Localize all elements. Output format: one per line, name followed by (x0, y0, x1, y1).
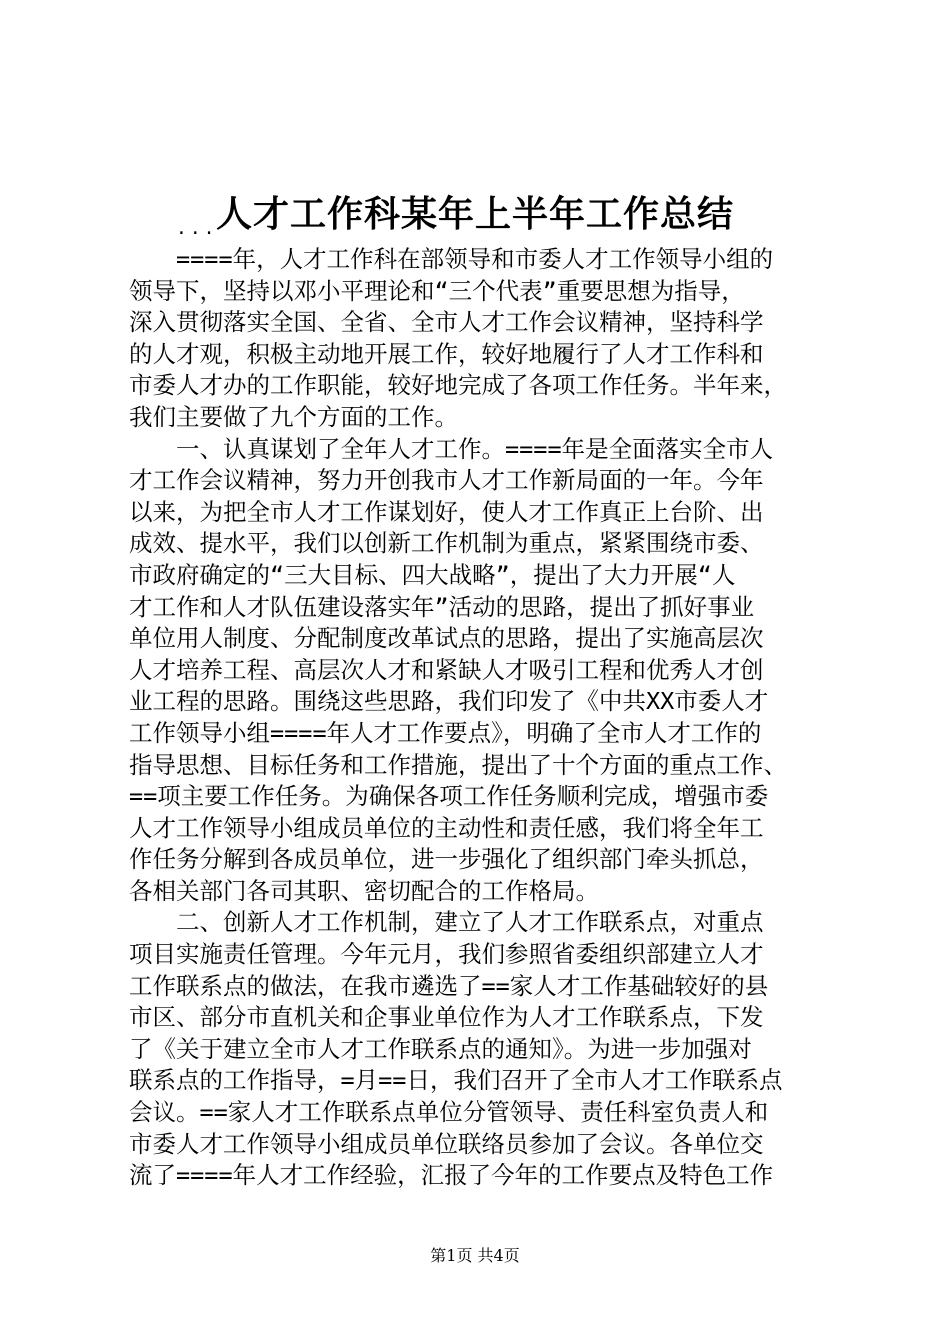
body-line: 市政府确定的“三大目标、四大战略”，提出了大力开展“人 (129, 560, 736, 589)
body-line: ====年，人才工作科在部领导和市委人才工作领导小组的 (129, 245, 774, 273)
body-line: 深入贯彻落实全国、全省、全市人才工作会议精神，坚持科学 (129, 308, 764, 337)
body-line: 作任务分解到各成员单位，进一步强化了组织部门牵头抓总， (129, 845, 764, 874)
body-line: 市委人才工作领导小组成员单位联络员参加了会议。各单位交 (129, 1129, 764, 1158)
body-line: 以来，为把全市人才工作谋划好，使人才工作真正上台阶、出 (129, 497, 764, 526)
body-line: 工作联系点的做法，在我市遴选了==家人才工作基础较好的县 (129, 971, 769, 1000)
body-line: 流了====年人才工作经验，汇报了今年的工作要点及特色工作 (129, 1161, 774, 1190)
body-line: 工作领导小组====年人才工作要点》，明确了全市人才工作的 (129, 718, 762, 747)
body-line: 的人才观，积极主动地开展工作，较好地履行了人才工作科和 (129, 339, 764, 368)
body-line: 指导思想、目标任务和工作措施，提出了十个方面的重点工作、 (129, 750, 787, 779)
body-line: 联系点的工作指导，=月==日，我们召开了全市人才工作联系点 (129, 1066, 783, 1095)
body-line: 才工作和人才队伍建设落实年”活动的思路，提出了抓好事业 (129, 592, 755, 621)
body-line: 项目实施责任管理。今年元月，我们参照省委组织部建立人才 (129, 940, 764, 969)
document-title: 人才工作科某年上半年工作总结 (215, 193, 734, 235)
page-footer: 第1页 共4页 (430, 1246, 520, 1265)
body-line: ==项主要工作任务。为确保各项工作任务顺利完成，增强市委 (129, 782, 769, 811)
body-line: 人才培养工程、高层次人才和紧缺人才吸引工程和优秀人才创 (129, 655, 764, 684)
body-line: 我们主要做了九个方面的工作。 (129, 402, 458, 431)
body-line: 市区、部分市直机关和企事业单位作为人才工作联系点，下发 (129, 1003, 764, 1032)
body-line: 市委人才办的工作职能，较好地完成了各项工作任务。半年来， (129, 371, 787, 400)
body-line: 了《关于建立全市人才工作联系点的通知》。为进一步加强对 (129, 1034, 752, 1063)
body-line: 二、创新人才工作机制，建立了人才工作联系点，对重点 (129, 908, 764, 937)
body-line: 成效、提水平，我们以创新工作机制为重点，紧紧围绕市委、 (129, 529, 764, 558)
body-line: 人才工作领导小组成员单位的主动性和责任感，我们将全年工 (129, 813, 764, 842)
body-line: 业工程的思路。围绕这些思路，我们印发了《中共XX市委人才 (129, 687, 769, 716)
body-line: 会议。==家人才工作联系点单位分管领导、责任科室负责人和 (129, 1098, 769, 1127)
body-line: 领导下，坚持以邓小平理论和“三个代表”重要思想为指导， (129, 276, 745, 305)
body-line: 单位用人制度、分配制度改革试点的思路，提出了实施高层次 (129, 624, 764, 653)
body-line: 一、认真谋划了全年人才工作。====年是全面落实全市人 (129, 434, 774, 463)
body-line: 才工作会议精神，努力开创我市人才工作新局面的一年。今年 (129, 466, 764, 495)
body-line: 各相关部门各司其职、密切配合的工作格局。 (129, 876, 599, 905)
ellipsis-marker: ... (176, 218, 218, 239)
document-body (129, 244, 829, 1192)
